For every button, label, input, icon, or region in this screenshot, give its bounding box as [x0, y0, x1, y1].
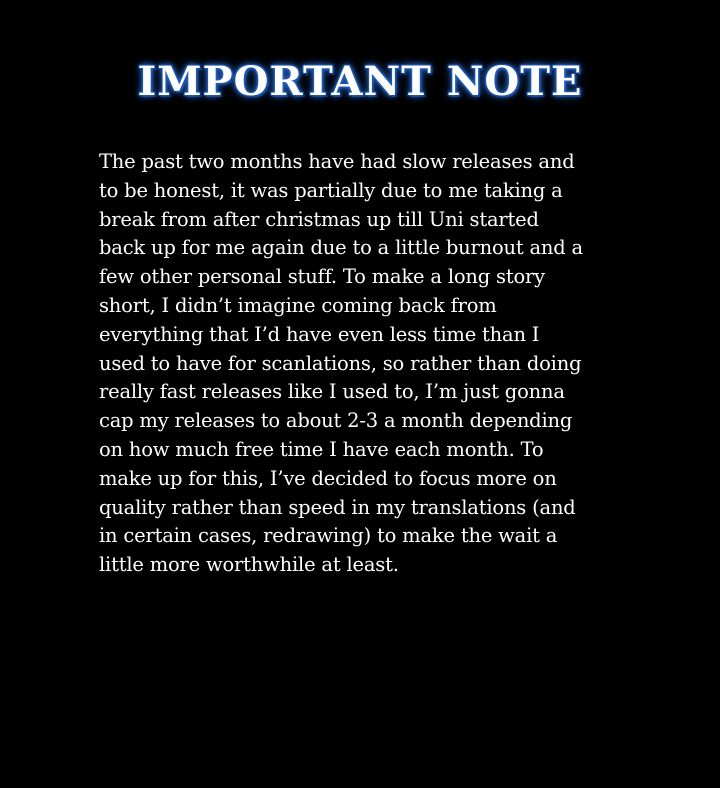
note-line: few other personal stuff. To make a long story	[99, 265, 545, 289]
note-title: IMPORTANT NOTE	[137, 58, 583, 105]
note-line: little more worthwhile at least.	[99, 553, 399, 577]
note-line: make up for this, I’ve decided to focus more on	[99, 466, 557, 490]
note-line: to be honest, it was partially due to me taking a	[99, 178, 563, 202]
note-line: short, I didn’t imagine coming back from	[99, 293, 497, 317]
note-line: on how much free time I have each month. To	[99, 437, 544, 461]
note-body	[99, 148, 659, 580]
note-line: really fast releases like I used to, I’m just gonna	[99, 380, 565, 404]
note-line: quality rather than speed in my translations (and	[99, 495, 576, 519]
note-line: cap my releases to about 2-3 a month depending	[99, 409, 573, 433]
note-line: back up for me again due to a little burnout and a	[99, 236, 583, 260]
note-line: break from after christmas up till Uni started	[99, 207, 539, 231]
note-line: used to have for scanlations, so rather than doing	[99, 351, 582, 375]
note-line: everything that I’d have even less time than I	[99, 322, 540, 346]
note-line: The past two months have had slow releases and	[99, 150, 575, 173]
note-line: in certain cases, redrawing) to make the wait a	[99, 524, 558, 548]
